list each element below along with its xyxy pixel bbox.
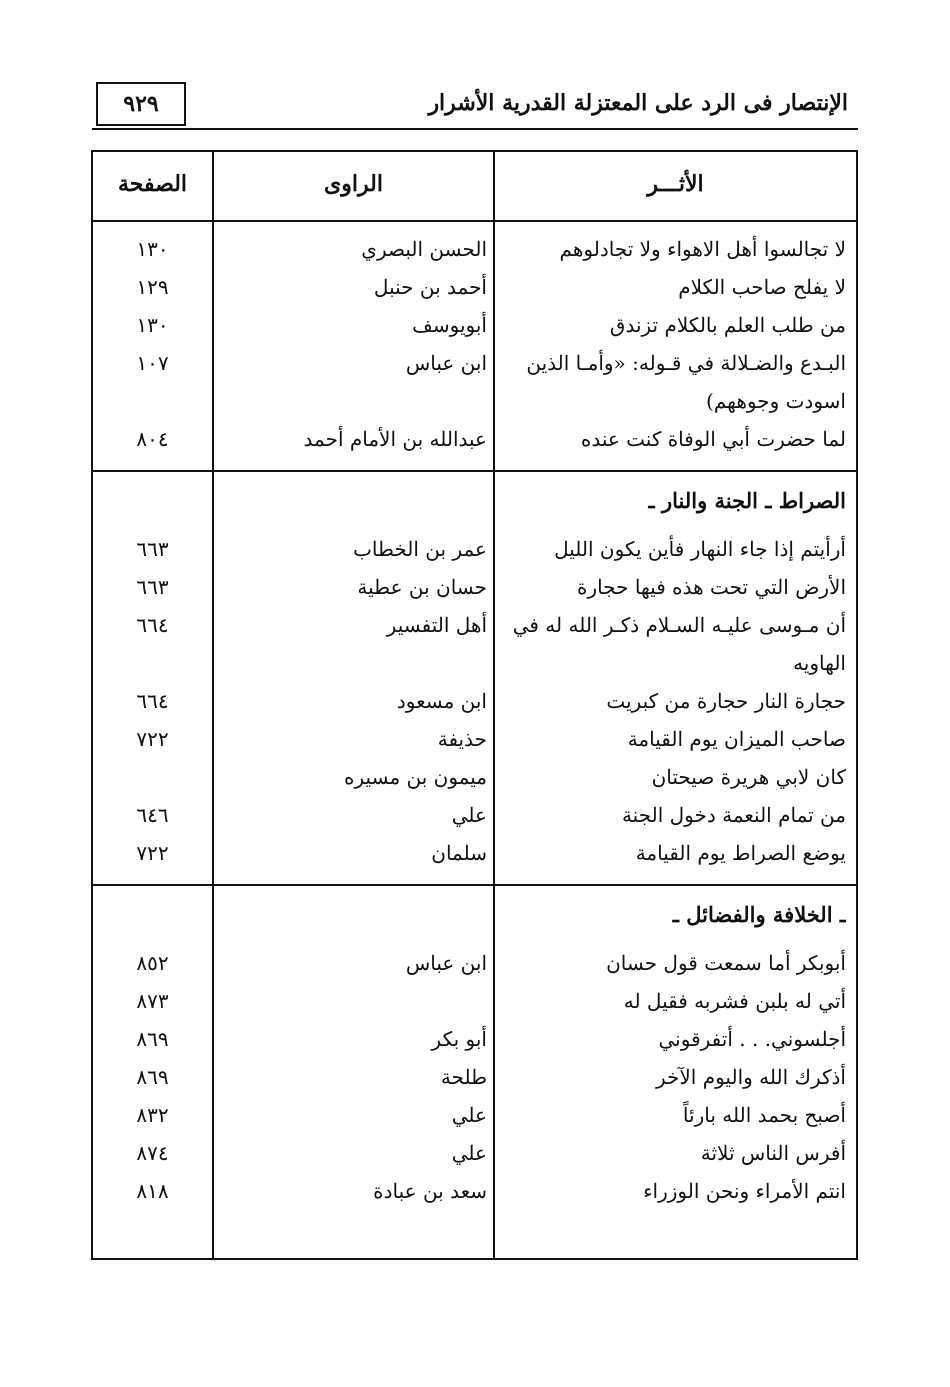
table-row: [93, 1058, 856, 1096]
athar-text: حجارة النار حجارة من كبريت: [606, 689, 846, 713]
athar-text: من تمام النعمة دخول الجنة: [621, 803, 846, 827]
athar-text: لا يفلح صاحب الكلام: [678, 275, 846, 299]
narrator-name: علي: [451, 1141, 487, 1165]
athar-text: يوضع الصراط يوم القيامة: [635, 841, 846, 865]
table-row: [93, 1172, 856, 1210]
page-reference: ١٣٠: [136, 237, 169, 261]
athar-text: لما حضرت أبي الوفاة كنت عنده: [580, 427, 846, 451]
table-row: [93, 1096, 856, 1134]
athar-text: أذكرك الله واليوم الآخر: [656, 1065, 846, 1089]
table-row: [93, 758, 856, 796]
page-reference: ٨٥٢: [136, 951, 169, 975]
page-number: ٩٢٩: [96, 82, 186, 126]
narrator-name: علي: [451, 1103, 487, 1127]
table-row: [93, 720, 856, 758]
page-reference: ١٣٠: [136, 313, 169, 337]
page-reference: ١٢٩: [136, 275, 169, 299]
book-title: الإنتصار فى الرد على المعتزلة القدرية الأشرار: [428, 90, 848, 116]
athar-text: أن مـوسى عليـه السـلام ذكـر الله له في: [512, 613, 846, 637]
section-divider: [93, 884, 856, 886]
table-row: [93, 420, 856, 458]
athar-text: أصبح بحمد الله بارئاً: [682, 1103, 846, 1127]
page-reference: ١٠٧: [136, 351, 169, 375]
page-reference: ٦٦٤: [136, 613, 169, 637]
narrator-name: ميمون بن مسيره: [344, 765, 487, 789]
section-title: الصراط ـ الجنة والنار ـ: [648, 488, 846, 513]
athar-text: الأرض التي تحت هذه فيها حجارة: [577, 575, 846, 599]
page-reference: ٦٦٤: [136, 689, 169, 713]
athar-text: صاحب الميزان يوم القيامة: [627, 727, 846, 751]
table-row: [93, 344, 856, 382]
narrator-name: ابن عباس: [405, 351, 487, 375]
narrator-name: سعد بن عبادة: [373, 1179, 487, 1203]
narrator-name: سلمان: [431, 841, 487, 865]
page-reference: ٦٤٦: [136, 803, 169, 827]
section-title-row: [93, 482, 856, 520]
table-row: [93, 682, 856, 720]
table-row: [93, 982, 856, 1020]
narrator-name: الحسن البصري: [361, 237, 487, 261]
athar-text: أرأيتم إذا جاء النهار فأين يكون الليل: [554, 537, 846, 561]
page-reference: ٨٧٣: [136, 989, 169, 1013]
athar-text: أفرس الناس ثلاثة: [700, 1141, 846, 1165]
table-row: [93, 306, 856, 344]
narrator-name: أحمد بن حنبل: [373, 275, 487, 299]
narrator-name: عبدالله بن الأمام أحمد: [303, 427, 487, 451]
table-row: [93, 1020, 856, 1058]
narrator-name: أهل التفسير: [386, 613, 487, 637]
narrator-name: حذيفة: [437, 727, 487, 751]
table-row: [93, 1134, 856, 1172]
narrator-name: علي: [451, 803, 487, 827]
athar-text: أتي له بلبن فشربه فقيل له: [623, 989, 846, 1013]
narrator-name: أبو بكر: [431, 1027, 487, 1051]
narrator-name: طلحة: [440, 1065, 487, 1089]
section-title-row: [93, 896, 856, 934]
table-header: [93, 152, 856, 222]
athar-text: الهاويه: [793, 651, 846, 675]
table-row: [93, 606, 856, 644]
athar-text: لا تجالسوا أهل الاهواء ولا تجادلوهم: [559, 237, 846, 261]
athar-text: كان لابي هريرة صيحتان: [651, 765, 846, 789]
athar-text: انتم الأمراء ونحن الوزراء: [643, 1179, 846, 1203]
page-reference: ٦٦٣: [136, 537, 169, 561]
page-reference: ٦٦٣: [136, 575, 169, 599]
table-row: [93, 268, 856, 306]
column-header-page: الصفحة: [117, 171, 188, 197]
column-header-athar: الأثـــر: [647, 171, 704, 197]
column-header-narrator: الراوى: [324, 171, 383, 197]
narrator-name: حسان بن عطية: [357, 575, 487, 599]
table-row: [93, 568, 856, 606]
page-reference: ٨٠٤: [136, 427, 169, 451]
athar-text: أبوبكر أما سمعت قول حسان: [606, 951, 846, 975]
page-reference: ٨٦٩: [136, 1065, 169, 1089]
table-row: [93, 834, 856, 872]
athar-index-table: [91, 150, 858, 1260]
section-divider: [93, 470, 856, 472]
table-row: [93, 944, 856, 982]
page-reference: ٨٧٤: [136, 1141, 169, 1165]
page-header: [92, 82, 858, 130]
page-reference: ٨٣٢: [136, 1103, 169, 1127]
page-reference: ٨٦٩: [136, 1027, 169, 1051]
page-reference: ٧٢٢: [136, 727, 169, 751]
page-reference: ٧٢٢: [136, 841, 169, 865]
table-row: [93, 230, 856, 268]
section-title: ـ الخلافة والفضائل ـ: [672, 902, 846, 927]
table-row: [93, 796, 856, 834]
page-reference: ٨١٨: [136, 1179, 169, 1203]
narrator-name: عمر بن الخطاب: [353, 537, 487, 561]
narrator-name: ابن عباس: [405, 951, 487, 975]
table-row: [93, 382, 856, 420]
athar-text: من طلب العلم بالكلام تزندق: [609, 313, 846, 337]
table-row: [93, 530, 856, 568]
table-row: [93, 644, 856, 682]
narrator-name: أبويوسف: [412, 313, 487, 337]
narrator-name: ابن مسعود: [396, 689, 487, 713]
athar-text: أجلسوني. . . أتفرقوني: [658, 1027, 846, 1051]
athar-text: اسودت وجوههم): [706, 389, 846, 413]
athar-text: البـدع والضـلالة في قـوله: «وأمـا الذين: [526, 351, 846, 375]
